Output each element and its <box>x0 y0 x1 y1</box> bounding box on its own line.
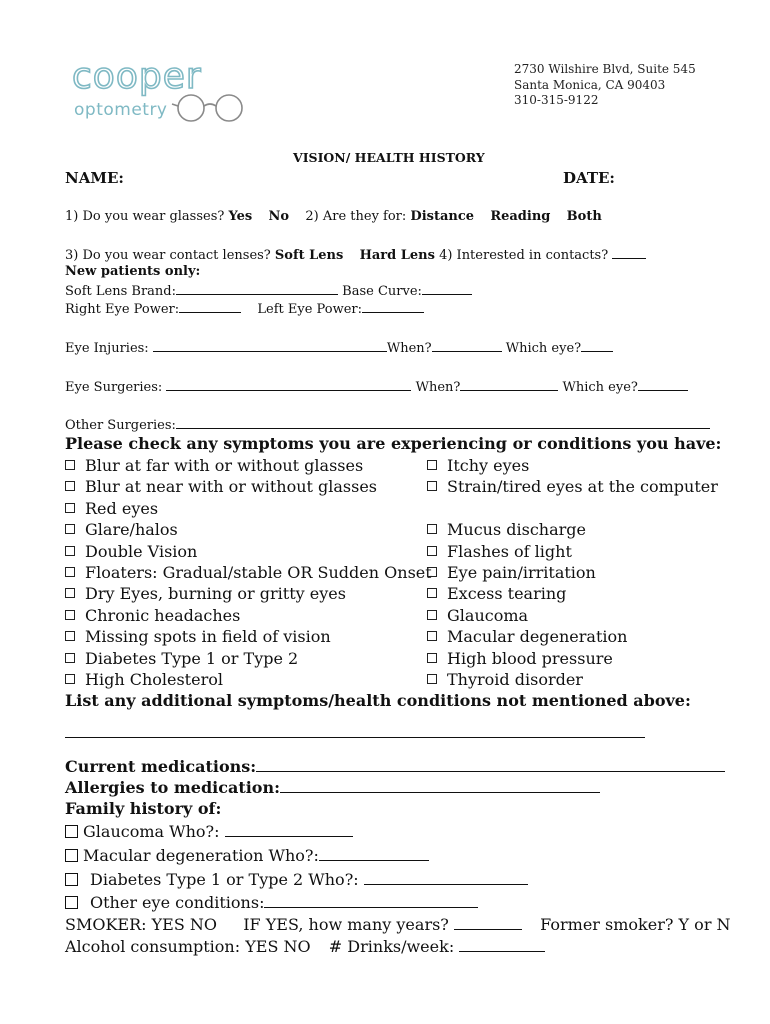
soft-lens-brand-field[interactable] <box>176 282 338 295</box>
right-eye-power-label: Right Eye Power: <box>65 302 180 317</box>
eye-injuries-which-eye-field[interactable] <box>581 339 613 352</box>
eye-injuries-when-label: When? <box>386 341 432 356</box>
q1-text: 1) Do you wear glasses? <box>65 209 225 224</box>
symptom-checkbox[interactable] <box>65 588 75 598</box>
q3-soft-lens[interactable]: Soft Lens <box>274 248 344 263</box>
symptom-left-item <box>65 649 298 668</box>
q2-text: 2) Are they for: <box>305 209 407 224</box>
symptom-checkbox[interactable] <box>65 481 75 491</box>
alcohol-label: Alcohol consumption: YES NO <box>65 937 311 956</box>
symptom-checkbox[interactable] <box>65 460 75 470</box>
symptom-checkbox[interactable] <box>427 588 437 598</box>
eye-surgeries-row <box>65 378 688 395</box>
svg-text:optometry: optometry <box>74 100 168 120</box>
symptom-left-item <box>65 670 223 689</box>
symptom-left-item <box>65 627 331 646</box>
symptom-label: Thyroid disorder <box>447 670 583 689</box>
symptom-label: Red eyes <box>85 498 159 518</box>
symptom-left-item <box>65 477 377 496</box>
q3-hard-lens[interactable]: Hard Lens <box>359 248 435 263</box>
symptom-label: Missing spots in field of vision <box>85 627 331 647</box>
symptom-left-item <box>65 520 178 539</box>
address-phone: 310-315-9122 <box>514 93 599 107</box>
left-eye-power-field[interactable] <box>362 300 424 313</box>
symptoms-heading: Please check any symptoms you are experiencing or conditions you have: <box>65 434 722 453</box>
symptom-checkbox[interactable] <box>65 567 75 577</box>
eye-injuries-label: Eye Injuries: <box>65 341 149 356</box>
symptom-right-item <box>427 563 596 582</box>
symptom-label: Macular degeneration <box>447 627 628 647</box>
form-title: VISION/ HEALTH HISTORY <box>293 150 485 165</box>
family-other-label: Other eye conditions: <box>90 893 265 912</box>
q2-both[interactable]: Both <box>566 209 602 224</box>
q1-no[interactable]: No <box>268 209 290 224</box>
smoker-label: SMOKER: YES NO <box>65 915 218 934</box>
eye-surgeries-when-field[interactable] <box>460 378 558 391</box>
eye-injuries-when-field[interactable] <box>432 339 502 352</box>
other-surgeries-label: Other Surgeries: <box>65 418 176 433</box>
name-label: NAME: <box>65 169 124 187</box>
current-medications-label: Current medications: <box>65 757 257 776</box>
symptom-label: Mucus discharge <box>447 520 586 540</box>
family-glaucoma-label: Glaucoma Who?: <box>83 822 220 841</box>
date-label: DATE: <box>563 169 615 187</box>
symptom-checkbox[interactable] <box>427 481 437 491</box>
symptom-checkbox[interactable] <box>65 503 75 513</box>
smoker-row <box>65 915 731 934</box>
symptom-label: Blur at near with or without glasses <box>85 477 378 497</box>
drinks-per-week-field[interactable] <box>459 939 545 952</box>
q2-distance[interactable]: Distance <box>410 209 475 224</box>
symptom-label: Dry Eyes, burning or gritty eyes <box>85 584 346 604</box>
smoker-years-label: IF YES, how many years? <box>243 915 449 934</box>
symptom-label: High Cholesterol <box>85 670 223 689</box>
symptom-left-item <box>65 542 197 561</box>
soft-lens-brand-label: Soft Lens Brand: <box>65 284 176 299</box>
symptom-label: Flashes of light <box>447 541 572 561</box>
allergies-label: Allergies to medication: <box>65 778 280 797</box>
symptom-right-item <box>427 670 583 689</box>
smoker-years-field[interactable] <box>454 917 522 930</box>
symptom-right-item <box>427 542 572 561</box>
allergies-field[interactable] <box>280 780 600 793</box>
drinks-per-week-label: # Drinks/week: <box>328 937 455 956</box>
family-macular-label: Macular degeneration Who?: <box>83 846 319 865</box>
family-macular-field[interactable] <box>319 848 429 861</box>
symptom-checkbox[interactable] <box>427 674 437 684</box>
symptom-label: High blood pressure <box>447 648 613 668</box>
symptom-checkbox[interactable] <box>427 524 437 534</box>
eye-surgeries-field[interactable] <box>166 378 411 391</box>
symptom-label: Double Vision <box>85 541 198 561</box>
symptom-checkbox[interactable] <box>427 546 437 556</box>
base-curve-field[interactable] <box>422 282 472 295</box>
additional-conditions-field[interactable] <box>65 737 645 738</box>
symptom-label: Floaters: Gradual/stable OR Sudden Onset <box>85 563 432 582</box>
other-surgeries-row <box>65 416 710 433</box>
left-eye-power-label: Left Eye Power: <box>257 302 363 317</box>
symptom-label: Glare/halos <box>85 520 178 540</box>
glasses-question-row <box>65 209 602 224</box>
symptom-checkbox[interactable] <box>427 567 437 577</box>
symptom-label: Diabetes Type 1 or Type 2 <box>85 648 299 668</box>
eye-surgeries-which-eye-label: Which eye? <box>562 380 638 395</box>
symptom-checkbox[interactable] <box>65 631 75 641</box>
family-other-checkbox[interactable] <box>65 896 78 909</box>
other-surgeries-field[interactable] <box>176 416 710 429</box>
symptom-right-item <box>427 584 566 603</box>
symptom-label: Glaucoma <box>447 605 529 625</box>
symptom-label: Eye pain/irritation <box>447 563 596 582</box>
family-macular-checkbox[interactable] <box>65 849 78 862</box>
eye-surgeries-which-eye-field[interactable] <box>638 378 688 391</box>
eye-injuries-row <box>65 339 613 356</box>
q4-text: 4) Interested in contacts? <box>439 248 609 263</box>
q1-yes[interactable]: Yes <box>228 209 253 224</box>
symptom-label: Blur at far with or without glasses <box>85 456 364 475</box>
family-diabetes-row <box>65 870 528 889</box>
family-glaucoma-row <box>65 822 353 841</box>
alcohol-row <box>65 937 545 956</box>
symptom-checkbox[interactable] <box>65 674 75 684</box>
right-eye-power-field[interactable] <box>179 300 241 313</box>
symptom-checkbox[interactable] <box>65 546 75 556</box>
additional-conditions-label: List any additional symptoms/health conditions not mentioned above: <box>65 691 691 710</box>
eye-injuries-field[interactable] <box>153 339 387 352</box>
symptom-checkbox[interactable] <box>427 631 437 641</box>
q4-answer-line[interactable] <box>612 246 646 259</box>
symptom-label: Strain/tired eyes at the computer <box>447 477 718 497</box>
family-diabetes-field[interactable] <box>364 872 528 885</box>
family-other-row <box>65 893 478 912</box>
office-address <box>514 62 696 109</box>
address-line1: 2730 Wilshire Blvd, Suite 545 <box>514 62 696 76</box>
family-glaucoma-checkbox[interactable] <box>65 825 78 838</box>
eye-injuries-which-eye-label: Which eye? <box>505 341 582 356</box>
family-other-field[interactable] <box>264 895 478 908</box>
eye-power-row <box>65 300 424 317</box>
new-patients-label: New patients only: <box>65 264 201 279</box>
symptom-left-item <box>65 499 158 518</box>
symptom-right-item <box>427 627 627 646</box>
family-diabetes-label: Diabetes Type 1 or Type 2 Who?: <box>90 870 359 889</box>
symptom-checkbox[interactable] <box>65 610 75 620</box>
symptom-left-item <box>65 563 432 582</box>
base-curve-label: Base Curve: <box>342 284 422 299</box>
eye-surgeries-label: Eye Surgeries: <box>65 380 163 395</box>
symptom-left-item <box>65 606 240 625</box>
symptom-label: Excess tearing <box>447 584 567 604</box>
eye-surgeries-when-label: When? <box>415 380 461 395</box>
q3-text: 3) Do you wear contact lenses? <box>65 248 271 263</box>
symptom-checkbox[interactable] <box>65 524 75 534</box>
current-medications-row <box>65 757 725 776</box>
symptom-left-item <box>65 456 363 475</box>
q2-reading[interactable]: Reading <box>490 209 551 224</box>
soft-lens-row <box>65 282 472 299</box>
symptom-right-item <box>427 520 586 539</box>
symptom-right-item <box>427 456 529 475</box>
family-diabetes-checkbox[interactable] <box>65 873 78 886</box>
allergies-row <box>65 778 600 797</box>
symptom-right-item <box>427 477 718 496</box>
symptom-checkbox[interactable] <box>427 460 437 470</box>
cooper-optometry-logo <box>70 58 250 128</box>
symptom-checkbox[interactable] <box>427 610 437 620</box>
family-macular-row <box>65 846 429 865</box>
symptom-right-item <box>427 649 613 668</box>
symptom-checkbox[interactable] <box>65 653 75 663</box>
former-smoker-label: Former smoker? Y or N <box>540 915 731 934</box>
family-history-label: Family history of: <box>65 799 222 818</box>
family-glaucoma-field[interactable] <box>225 824 353 837</box>
current-medications-field[interactable] <box>256 759 725 772</box>
symptom-label: Itchy eyes <box>447 456 530 475</box>
contacts-question-row <box>65 246 646 263</box>
address-line2: Santa Monica, CA 90403 <box>514 77 666 92</box>
symptom-right-item <box>427 606 528 625</box>
svg-text:cooper: cooper <box>72 58 202 97</box>
symptom-left-item <box>65 584 346 603</box>
symptom-checkbox[interactable] <box>427 653 437 663</box>
symptom-label: Chronic headaches <box>85 605 241 625</box>
